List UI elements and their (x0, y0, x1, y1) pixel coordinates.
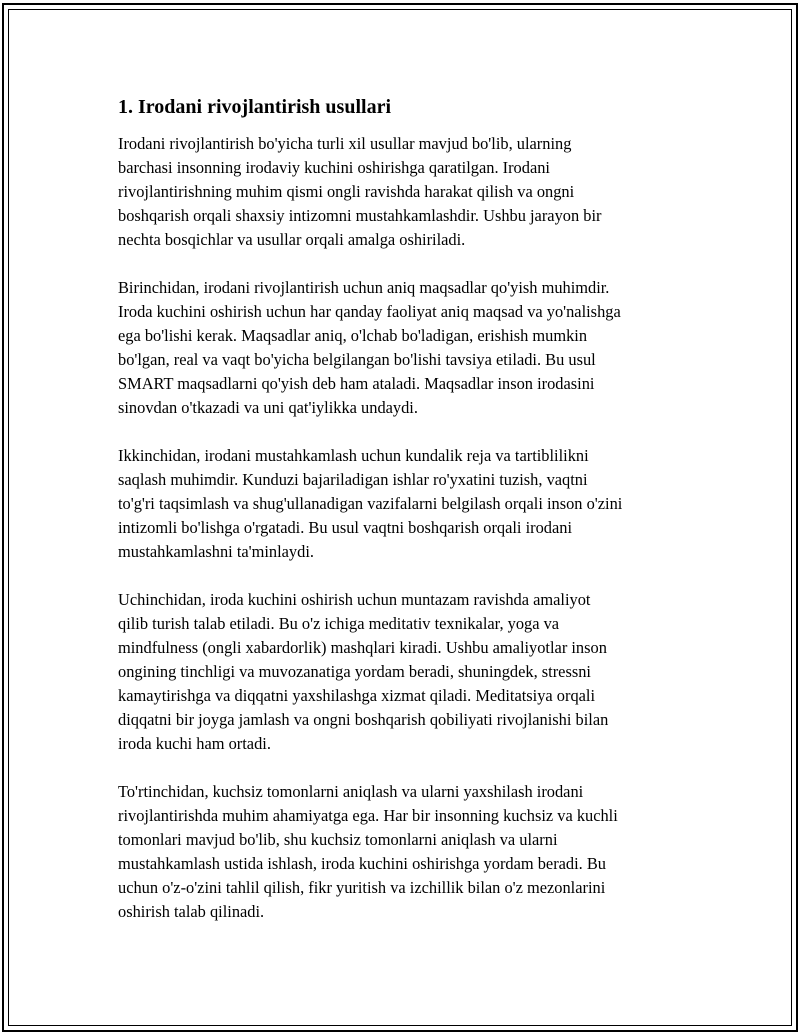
text-line: barchasi insonning irodaviy kuchini oshirishga qaratilgan. Irodani (118, 158, 550, 177)
text-line: intizomli bo'lishga o'rgatadi. Bu usul vaqtni boshqarish orqali irodani (118, 518, 573, 537)
text-line: uchun o'z-o'zini tahlil qilish, fikr yuritish va izchillik bilan o'z mezonlarini (118, 878, 606, 897)
text-line: boshqarish orqali shaxsiy intizomni mustahkamlashdir. Ushbu jarayon bir (118, 206, 602, 225)
text-line: Uchinchidan, iroda kuchini oshirish uchun muntazam ravishda amaliyot (118, 590, 591, 609)
text-line: tomonlari mavjud bo'lib, shu kuchsiz tomonlarni aniqlash va ularni (118, 830, 558, 849)
text-line: Iroda kuchini oshirish uchun har qanday faoliyat aniq maqsad va yo'nalishga (118, 302, 621, 321)
text-line: nechta bosqichlar va usullar orqali amalga oshiriladi. (118, 230, 466, 249)
text-line: SMART maqsadlarni qo'yish deb ham ataladi. Maqsadlar inson irodasini (118, 374, 595, 393)
paragraph-2 (118, 276, 690, 420)
document-body (118, 94, 690, 948)
text-line: Ikkinchidan, irodani mustahkamlash uchun kundalik reja va tartiblilikni (118, 446, 589, 465)
text-line: Irodani rivojlantirish bo'yicha turli xil usullar mavjud bo'lib, ularning (118, 134, 572, 153)
section-title: 1. Irodani rivojlantirish usullari (118, 96, 392, 118)
text-line: mustahkamlash ustida ishlash, iroda kuchini oshirishga yordam beradi. Bu (118, 854, 606, 873)
text-line: mindfulness (ongli xabardorlik) mashqlari kiradi. Ushbu amaliyotlar inson (118, 638, 607, 657)
text-line: rivojlantirishda muhim ahamiyatga ega. Har bir insonning kuchsiz va kuchli (118, 806, 618, 825)
paragraph-1 (118, 132, 690, 252)
text-line: To'rtinchidan, kuchsiz tomonlarni aniqlash va ularni yaxshilash irodani (118, 782, 584, 801)
paragraph-3 (118, 444, 690, 564)
text-line: Birinchidan, irodani rivojlantirish uchun aniq maqsadlar qo'yish muhimdir. (118, 278, 610, 297)
text-line: diqqatni bir joyga jamlash va ongni boshqarish qobiliyati rivojlanishi bilan (118, 710, 609, 729)
text-line: iroda kuchi ham ortadi. (118, 734, 271, 753)
text-line: to'g'ri taqsimlash va shug'ullanadigan vazifalarni belgilash orqali inson o'zini (118, 494, 623, 513)
text-line: mustahkamlashni ta'minlaydi. (118, 542, 314, 561)
text-line: bo'lgan, real va vaqt bo'yicha belgilangan bo'lishi tavsiya etiladi. Bu usul (118, 350, 596, 369)
paragraph-4 (118, 588, 690, 756)
text-line: qilib turish talab etiladi. Bu o'z ichiga meditativ texnikalar, yoga va (118, 614, 560, 633)
text-line: kamaytirishga va diqqatni yaxshilashga xizmat qiladi. Meditatsiya orqali (118, 686, 596, 705)
text-line: sinovdan o'tkazadi va uni qat'iylikka undaydi. (118, 398, 418, 417)
text-line: rivojlantirishning muhim qismi ongli ravishda harakat qilish va ongni (118, 182, 575, 201)
paragraph-5 (118, 780, 690, 924)
text-line: oshirish talab qilinadi. (118, 902, 265, 921)
text-line: ega bo'lishi kerak. Maqsadlar aniq, o'lchab bo'ladigan, erishish mumkin (118, 326, 588, 345)
text-line: saqlash muhimdir. Kunduzi bajariladigan ishlar ro'yxatini tuzish, vaqtni (118, 470, 588, 489)
text-line: ongining tinchligi va muvozanatiga yordam beradi, shuningdek, stressni (118, 662, 591, 681)
